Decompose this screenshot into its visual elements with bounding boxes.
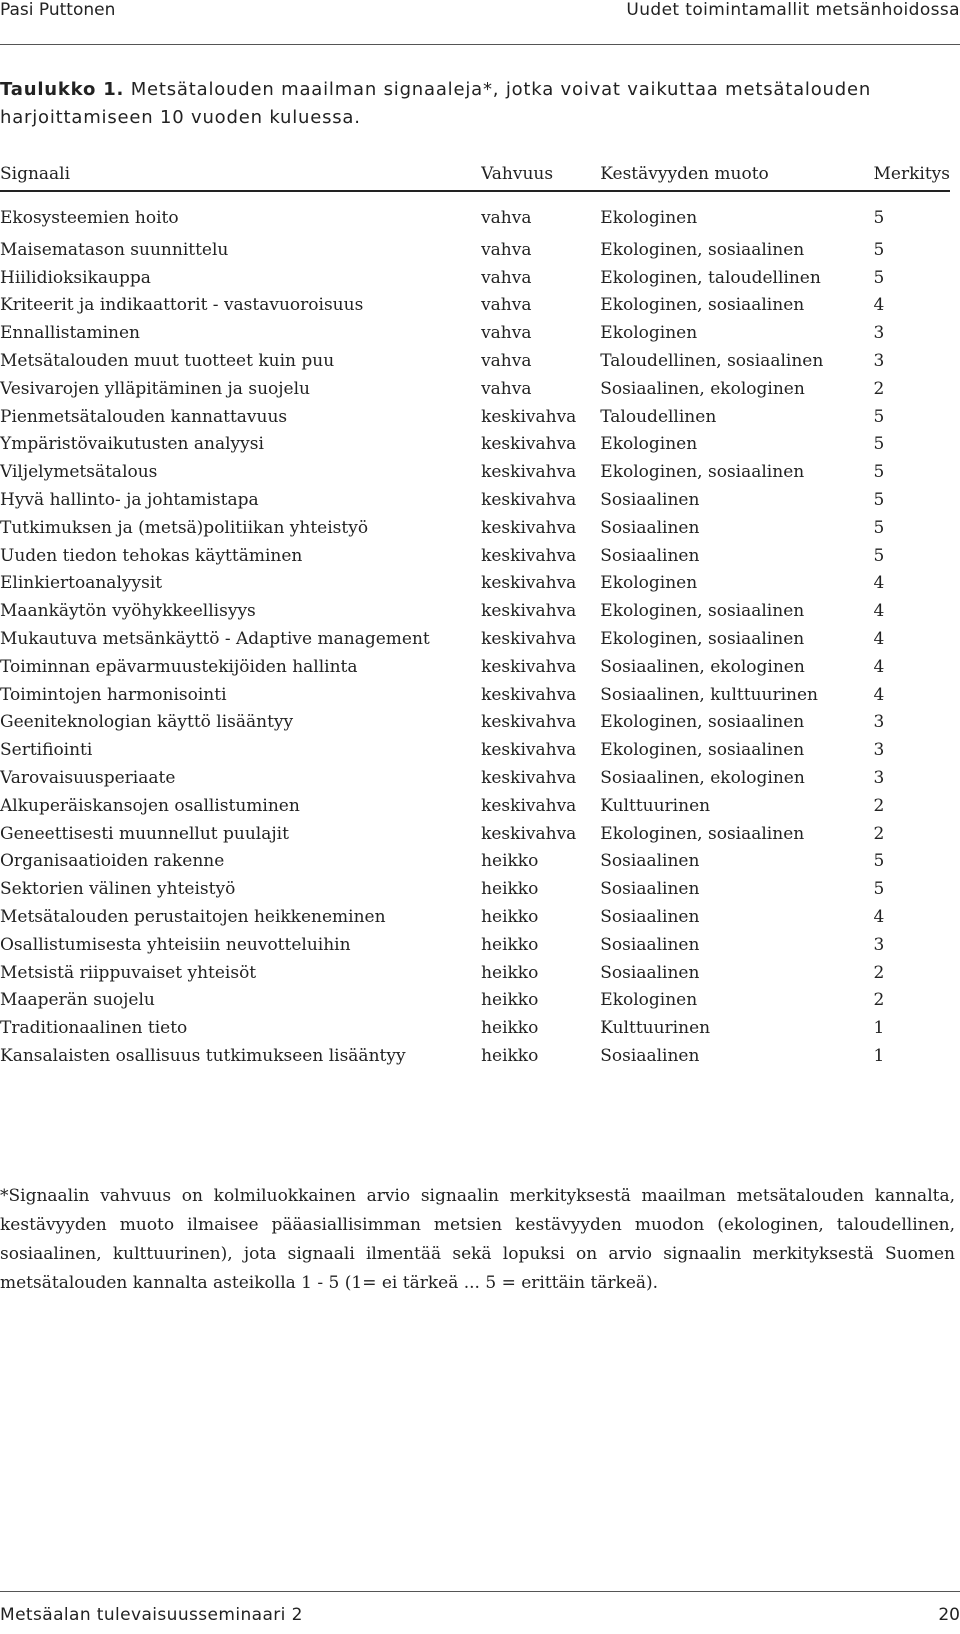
header-divider [0,44,960,45]
footer-divider [0,1591,960,1592]
table-caption-label: Taulukko 1. [0,79,125,100]
table-row [0,570,950,598]
sustainability-cell: Kulttuurinen [600,795,711,816]
significance-cell: 1 [873,1046,885,1066]
running-footer-title: Metsäalan tulevaisuusseminaari 2 [0,1605,303,1625]
significance-cell: 3 [873,768,885,789]
sustainability-cell: Ekologinen [600,990,698,1011]
significance-cell: 5 [873,434,885,455]
significance-cell: 3 [873,740,885,761]
running-header-section: Uudet toimintamallit metsänhoidossa [626,0,960,20]
sustainability-cell: Taloudellinen [600,406,717,427]
strength-cell: heikko [481,934,539,955]
strength-cell: heikko [481,990,539,1011]
strength-cell: heikko [481,962,539,983]
signal-cell: Maankäytön vyöhykkeellisyys [0,601,256,622]
significance-cell: 2 [873,378,885,399]
sustainability-cell: Ekologinen, sosiaalinen [600,712,805,733]
signal-cell: Ympäristövaikutusten analyysi [0,434,264,455]
strength-cell: heikko [481,851,539,872]
significance-cell: 5 [873,239,885,260]
column-header-sustainability: Kestävyyden muoto [600,164,769,184]
strength-cell: vahva [481,239,532,260]
significance-cell: 2 [873,795,885,816]
sustainability-cell: Ekologinen [600,323,698,344]
strength-cell: keskivahva [481,490,577,511]
table-caption [0,76,955,132]
sustainability-cell: Ekologinen, sosiaalinen [600,740,805,761]
significance-cell: 5 [873,462,885,483]
strength-cell: keskivahva [481,740,577,761]
significance-cell: 1 [873,1018,885,1039]
strength-cell: keskivahva [481,545,577,566]
signal-cell: Toimintojen harmonisointi [0,684,227,705]
signal-cell: Traditionaalinen tieto [0,1018,188,1039]
significance-cell: 3 [873,323,885,344]
signal-cell: Alkuperäiskansojen osallistuminen [0,795,300,816]
table-row [0,292,950,320]
sustainability-cell: Sosiaalinen [600,851,700,872]
signal-cell: Viljelymetsätalous [0,462,158,483]
sustainability-cell: Sosiaalinen, ekologinen [600,378,805,399]
significance-cell: 2 [873,823,885,844]
strength-cell: vahva [481,295,532,316]
significance-cell: 5 [873,545,885,566]
sustainability-cell: Sosiaalinen [600,490,700,511]
sustainability-cell: Sosiaalinen [600,934,700,955]
table-row [0,514,950,542]
sustainability-cell: Sosiaalinen, ekologinen [600,768,805,789]
significance-cell: 5 [873,490,885,511]
table-row [0,792,950,820]
strength-cell: keskivahva [481,629,577,650]
table-row [0,347,950,375]
sustainability-cell: Sosiaalinen [600,545,700,566]
significance-cell: 3 [873,712,885,733]
signal-cell: Kriteerit ja indikaattorit - vastavuoroisuus [0,295,364,316]
sustainability-cell: Ekologinen, sosiaalinen [600,629,805,650]
significance-cell: 4 [873,295,885,316]
significance-cell: 5 [873,406,885,427]
sustainability-cell: Taloudellinen, sosiaalinen [600,351,824,372]
strength-cell: keskivahva [481,406,577,427]
significance-cell: 2 [873,990,885,1011]
table-row [0,987,950,1015]
strength-cell: heikko [481,1046,539,1066]
table-row [0,931,950,959]
significance-cell: 4 [873,629,885,650]
significance-cell: 4 [873,656,885,677]
significance-cell: 3 [873,351,885,372]
table-row [0,431,950,459]
table-row [0,264,950,292]
table-row [0,319,950,347]
table-row [0,848,950,876]
signals-table [0,158,950,1070]
table-footnote: *Signaalin vahvuus on kolmiluokkainen arvio signaalin merkityksestä maailman metsätalouden kannalta, kestävyyden muoto ilmaisee pääasiallisimman metsien kestävyyden muodon (ekologinen, taloudellinen, sosiaalinen, kulttuurinen), jota signaali ilmentää sekä lopuksi on arvio signaalin merkityksestä Suomen metsätalouden kannalta asteikolla 1 - 5 (1= ei tärkeä ... 5 = erittäin tärkeä). [0,1186,955,1293]
table-row [0,959,950,987]
table-row [0,403,950,431]
strength-cell: heikko [481,879,539,900]
strength-cell: keskivahva [481,656,577,677]
table-body [0,191,950,1070]
signal-cell: Uuden tiedon tehokas käyttäminen [0,545,303,566]
sustainability-cell: Ekologinen, sosiaalinen [600,601,805,622]
sustainability-cell: Ekologinen, sosiaalinen [600,295,805,316]
table-row [0,681,950,709]
column-header-significance: Merkitys [873,164,950,184]
sustainability-cell: Sosiaalinen [600,907,700,928]
significance-cell: 4 [873,601,885,622]
signal-cell: Osallistumisesta yhteisiin neuvotteluihin [0,934,351,955]
signal-cell: Kansalaisten osallisuus tutkimukseen lisääntyy [0,1046,406,1066]
signal-cell: Geeniteknologian käyttö lisääntyy [0,712,294,733]
signal-cell: Ennallistaminen [0,323,140,344]
strength-cell: heikko [481,1018,539,1039]
table-row [0,820,950,848]
signal-cell: Toiminnan epävarmuustekijöiden hallinta [0,656,358,677]
signal-cell: Hyvä hallinto- ja johtamistapa [0,490,259,511]
strength-cell: vahva [481,378,532,399]
table-row [0,597,950,625]
strength-cell: vahva [481,267,532,288]
table-row [0,1042,950,1070]
significance-cell: 4 [873,684,885,705]
signal-cell: Metsätalouden perustaitojen heikkeneminen [0,907,386,928]
signal-cell: Pienmetsätalouden kannattavuus [0,406,288,427]
significance-cell: 5 [873,208,885,228]
column-header-signal: Signaali [0,164,71,184]
strength-cell: keskivahva [481,712,577,733]
sustainability-cell: Ekologinen [600,434,698,455]
table-row [0,709,950,737]
strength-cell: keskivahva [481,434,577,455]
signal-cell: Maaperän suojelu [0,990,155,1011]
table-row [0,903,950,931]
sustainability-cell: Ekologinen, sosiaalinen [600,823,805,844]
sustainability-cell: Ekologinen, taloudellinen [600,267,821,288]
significance-cell: 4 [873,907,885,928]
column-header-strength: Vahvuus [481,164,554,184]
strength-cell: vahva [481,351,532,372]
table-row [0,764,950,792]
signal-cell: Sertifiointi [0,740,93,761]
page-number: 20 [938,1605,960,1625]
strength-cell: vahva [481,323,532,344]
table-row [0,542,950,570]
sustainability-cell: Ekologinen, sosiaalinen [600,239,805,260]
signal-cell: Tutkimuksen ja (metsä)politiikan yhteistyö [0,517,369,538]
table-row [0,191,950,236]
table-row [0,1014,950,1042]
table-row [0,625,950,653]
table-row [0,236,950,264]
table-header-row [0,158,950,191]
signal-cell: Metsätalouden muut tuotteet kuin puu [0,351,335,372]
signal-cell: Sektorien välinen yhteistyö [0,879,236,900]
strength-cell: keskivahva [481,823,577,844]
table-row [0,486,950,514]
sustainability-cell: Sosiaalinen [600,1046,700,1066]
significance-cell: 5 [873,517,885,538]
strength-cell: keskivahva [481,768,577,789]
table-row [0,736,950,764]
signal-cell: Metsistä riippuvaiset yhteisöt [0,962,257,983]
strength-cell: keskivahva [481,684,577,705]
signal-cell: Vesivarojen ylläpitäminen ja suojelu [0,378,310,399]
significance-cell: 5 [873,879,885,900]
strength-cell: heikko [481,907,539,928]
sustainability-cell: Ekologinen [600,208,698,228]
strength-cell: keskivahva [481,601,577,622]
signal-cell: Mukautuva metsänkäyttö - Adaptive management [0,629,430,650]
signal-cell: Maisematason suunnittelu [0,239,229,260]
signal-cell: Organisaatioiden rakenne [0,851,225,872]
table-row [0,458,950,486]
significance-cell: 5 [873,267,885,288]
sustainability-cell: Sosiaalinen, kulttuurinen [600,684,819,705]
significance-cell: 4 [873,573,885,594]
strength-cell: keskivahva [481,795,577,816]
sustainability-cell: Ekologinen, sosiaalinen [600,462,805,483]
table-row [0,875,950,903]
sustainability-cell: Kulttuurinen [600,1018,711,1039]
table-row [0,375,950,403]
signal-cell: Hiilidioksikauppa [0,267,151,288]
signal-cell: Ekosysteemien hoito [0,208,179,228]
signal-cell: Geneettisesti muunnellut puulajit [0,823,289,844]
signal-cell: Elinkiertoanalyysit [0,573,163,594]
table-caption-text: Metsätalouden maailman signaaleja*, jotka voivat vaikuttaa metsätalouden harjoittamiseen 10 vuoden kuluessa. [0,79,872,128]
strength-cell: keskivahva [481,517,577,538]
sustainability-cell: Ekologinen [600,573,698,594]
sustainability-cell: Sosiaalinen [600,879,700,900]
signal-cell: Varovaisuusperiaate [0,768,176,789]
significance-cell: 2 [873,962,885,983]
sustainability-cell: Sosiaalinen [600,517,700,538]
significance-cell: 5 [873,851,885,872]
sustainability-cell: Sosiaalinen [600,962,700,983]
significance-cell: 3 [873,934,885,955]
strength-cell: keskivahva [481,573,577,594]
strength-cell: vahva [481,208,532,228]
sustainability-cell: Sosiaalinen, ekologinen [600,656,805,677]
strength-cell: keskivahva [481,462,577,483]
table-row [0,653,950,681]
running-header-author: Pasi Puttonen [0,0,116,20]
